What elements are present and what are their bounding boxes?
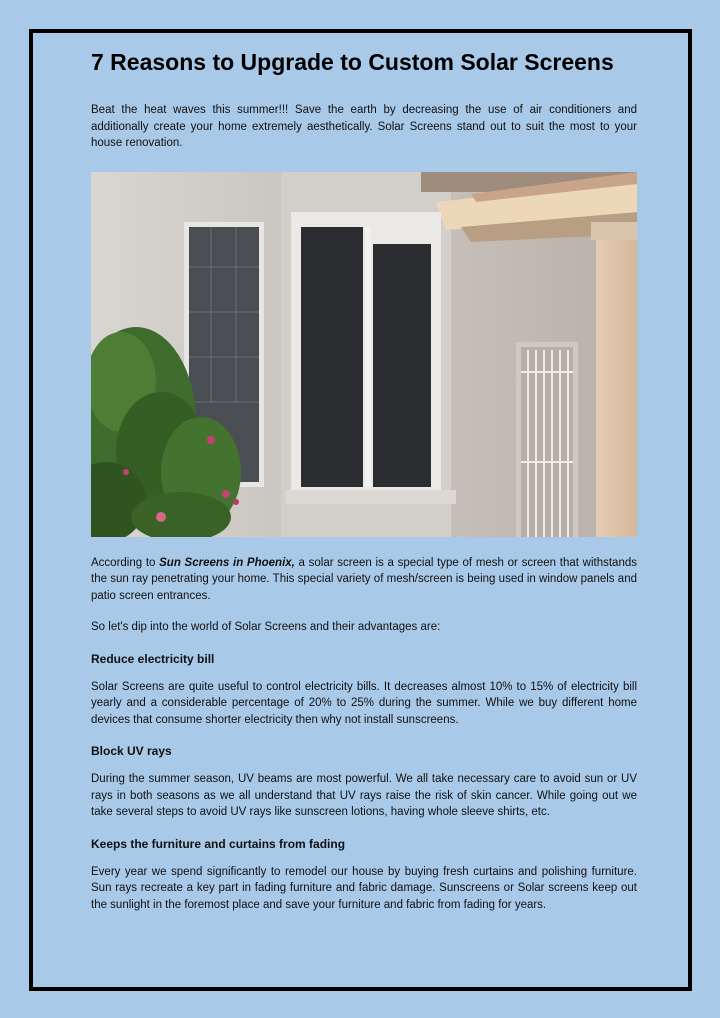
house-photo — [91, 172, 637, 537]
page-title: 7 Reasons to Upgrade to Custom Solar Screens — [91, 49, 614, 75]
section-body-furniture: Every year we spend significantly to remodel our house by buying fresh curtains and polishing furniture. Sun rays recreate a key part in fading furniture and fabric damage. Sunscreens or Solar screens keep out the sunlight in the foremost place and save your furniture and fabric from fading for years. — [91, 865, 637, 911]
page-frame — [29, 29, 692, 991]
intro-paragraph: Beat the heat waves this summer!!! Save the earth by decreasing the use of air conditioners and additionally create your home extremely aesthetically. Solar Screens stand out to suit the most to your house renovation. — [91, 104, 637, 149]
section-body-electricity: Solar Screens are quite useful to control electricity bills. It decreases almost 10% to 15% of electricity bill yearly and a considerable percentage of 20% to 25% during the summer. While we buy different home devices that consume shorter electricity then why not install sunscreens. — [91, 680, 637, 726]
section-heading-uv: Block UV rays — [91, 744, 172, 758]
sun-screens-phoenix-link[interactable]: Sun Screens in Phoenix, — [159, 556, 295, 569]
transition-paragraph: So let's dip into the world of Solar Screens and their advantages are: — [91, 621, 441, 633]
definition-text-end: a solar screen is a special type of mesh or screen that withstands the sun ray penetrating your home. This special variety of mesh/screen is being used in window panels and patio screen entrances. — [91, 556, 637, 602]
document-content — [91, 33, 637, 913]
section-body-uv: During the summer season, UV beams are most powerful. We all take necessary care to avoid sun or UV rays in both seasons as we all understand that UV rays raise the risk of skin cancer. While going out we take several steps to avoid UV rays like sunscreen lotions, having whole sleeve shirts, etc. — [91, 773, 637, 818]
definition-paragraph — [91, 555, 637, 605]
section-heading-electricity: Reduce electricity bill — [91, 651, 215, 666]
section-heading-furniture: Keeps the furniture and curtains from fading — [91, 836, 346, 851]
definition-text-start: According to — [91, 556, 160, 569]
